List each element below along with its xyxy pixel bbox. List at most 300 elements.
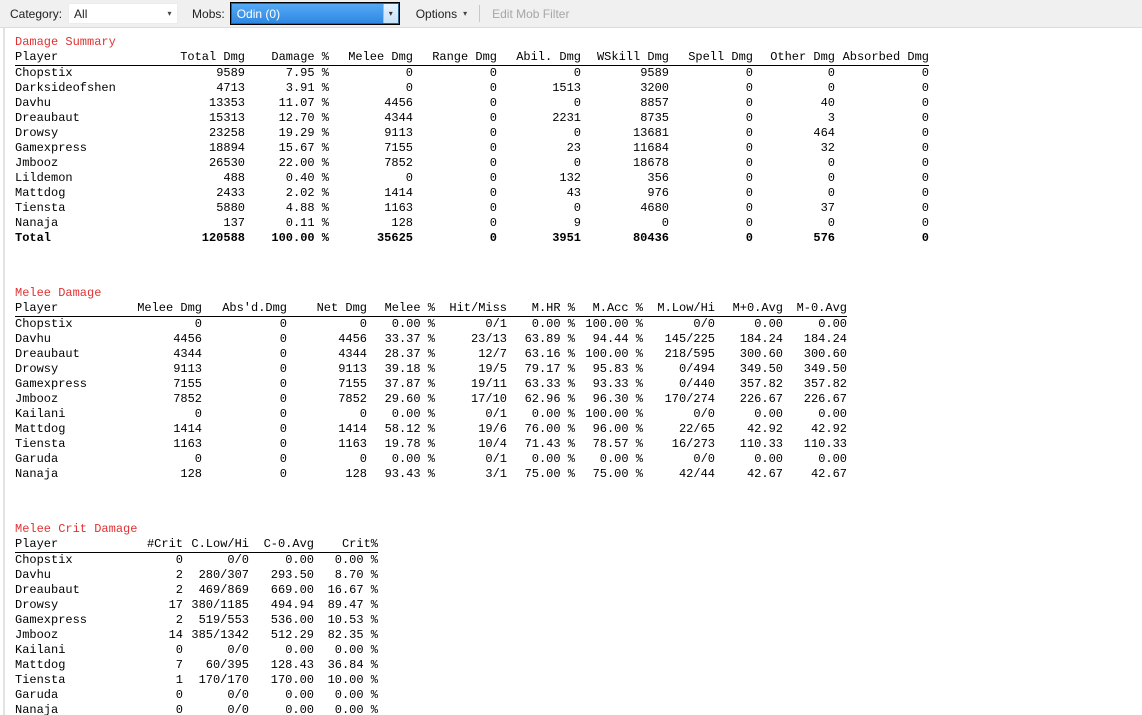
table-row — [15, 111, 929, 126]
value-cell: 0 — [489, 126, 497, 140]
player-name-cell: Davhu — [15, 332, 52, 346]
value-cell: 9113 — [384, 126, 413, 140]
value-cell: 2433 — [216, 186, 245, 200]
value-cell: 0.00 — [818, 407, 847, 421]
value-cell: 0 — [489, 186, 497, 200]
value-cell: 0 — [827, 216, 835, 230]
melee-crit-damage-section — [15, 522, 1142, 715]
column-header: Range Dmg — [413, 50, 497, 66]
value-cell: 0 — [489, 96, 497, 110]
table-row — [15, 613, 378, 628]
column-header: Player — [15, 50, 165, 66]
mobs-label: Mobs: — [192, 6, 225, 21]
value-cell: 15313 — [208, 111, 245, 125]
column-header: Player — [15, 537, 135, 553]
table-row — [15, 598, 378, 613]
section-title: Damage Summary — [15, 35, 116, 49]
chevron-down-icon: ▾ — [167, 9, 172, 18]
value-cell: 71.43 % — [524, 437, 575, 451]
value-cell: 0 — [573, 66, 581, 80]
value-cell: 494.94 — [270, 598, 314, 612]
value-cell: 0 — [175, 688, 183, 702]
table-row — [15, 347, 847, 362]
damage-summary-table — [15, 50, 929, 246]
column-header: Other Dmg — [753, 50, 835, 66]
column-header: M.Acc % — [575, 301, 643, 317]
value-cell: 0 — [489, 66, 497, 80]
player-name-cell: Drowsy — [15, 598, 59, 612]
value-cell: 110.33 — [739, 437, 783, 451]
value-cell: 2.02 % — [285, 186, 329, 200]
table-row — [15, 317, 847, 333]
table-header-row — [15, 301, 847, 317]
value-cell: 1414 — [384, 186, 413, 200]
value-cell: 7852 — [338, 392, 367, 406]
toolbar — [0, 0, 1142, 28]
value-cell: 0 — [489, 201, 497, 215]
value-cell: 293.50 — [270, 568, 314, 582]
value-cell: 128 — [391, 216, 413, 230]
value-cell: 2 — [175, 613, 183, 627]
player-name-cell: Davhu — [15, 96, 52, 110]
value-cell: 0 — [194, 452, 202, 466]
value-cell: 0.00 % — [391, 452, 435, 466]
value-cell: 0 — [745, 111, 753, 125]
value-cell: 19/6 — [478, 422, 507, 436]
value-cell: 7 — [175, 658, 183, 672]
value-cell: 19.78 % — [384, 437, 435, 451]
player-name-cell: Dreaubaut — [15, 347, 80, 361]
value-cell: 7155 — [384, 141, 413, 155]
value-cell: 0/0 — [227, 643, 249, 657]
value-cell: 0 — [745, 201, 753, 215]
chevron-down-icon: ▾ — [463, 9, 468, 18]
value-cell: 4344 — [384, 111, 413, 125]
table-row — [15, 141, 929, 156]
table-row — [15, 452, 847, 467]
chevron-down-icon[interactable]: ▾ — [383, 4, 398, 23]
value-cell: 0 — [921, 126, 929, 140]
table-header-row — [15, 50, 929, 66]
value-cell: 12.70 % — [278, 111, 329, 125]
value-cell: 0 — [489, 81, 497, 95]
value-cell: 488 — [223, 171, 245, 185]
value-cell: 13681 — [632, 126, 669, 140]
player-name-cell: Kailani — [15, 407, 66, 421]
category-dropdown-value: All — [74, 6, 88, 21]
value-cell: 42.67 — [810, 467, 847, 481]
value-cell: 10.53 % — [327, 613, 378, 627]
value-cell: 36.84 % — [327, 658, 378, 672]
value-cell: 23 — [566, 141, 581, 155]
value-cell: 0 — [489, 231, 497, 245]
value-cell: 0 — [279, 467, 287, 481]
value-cell: 0 — [745, 81, 753, 95]
player-name-cell: Drowsy — [15, 362, 59, 376]
options-menu-label: Options — [415, 6, 458, 21]
value-cell: 0 — [745, 186, 753, 200]
value-cell: 63.89 % — [524, 332, 575, 346]
value-cell: 94.44 % — [592, 332, 643, 346]
table-row — [15, 332, 847, 347]
value-cell: 349.50 — [803, 362, 847, 376]
player-name-cell: Tiensta — [15, 673, 66, 687]
player-name-cell: Tiensta — [15, 437, 66, 451]
value-cell: 23258 — [208, 126, 245, 140]
value-cell: 0.00 % — [599, 452, 643, 466]
value-cell: 145/225 — [664, 332, 715, 346]
value-cell: 9589 — [216, 66, 245, 80]
table-row — [15, 201, 929, 216]
column-header: C.Low/Hi — [183, 537, 249, 553]
value-cell: 32 — [820, 141, 835, 155]
value-cell: 42.92 — [746, 422, 783, 436]
value-cell: 16/273 — [671, 437, 715, 451]
value-cell: 0 — [175, 703, 183, 715]
value-cell: 0 — [827, 81, 835, 95]
value-cell: 512.29 — [270, 628, 314, 642]
player-name-cell: Gamexpress — [15, 141, 88, 155]
value-cell: 4680 — [640, 201, 669, 215]
player-name-cell: Garuda — [15, 688, 59, 702]
value-cell: 96.30 % — [592, 392, 643, 406]
value-cell: 0 — [573, 96, 581, 110]
column-header: Absorbed Dmg — [835, 50, 929, 66]
value-cell: 128.43 — [270, 658, 314, 672]
value-cell: 0 — [175, 643, 183, 657]
column-header: Total Dmg — [165, 50, 245, 66]
value-cell: 300.60 — [739, 347, 783, 361]
value-cell: 37.87 % — [384, 377, 435, 391]
value-cell: 110.33 — [803, 437, 847, 451]
player-name-cell: Darksideofshen — [15, 81, 116, 95]
value-cell: 1414 — [173, 422, 202, 436]
value-cell: 0 — [573, 156, 581, 170]
value-cell: 170.00 — [270, 673, 314, 687]
mobs-dropdown[interactable] — [231, 3, 399, 24]
value-cell: 0 — [827, 66, 835, 80]
player-name-cell: Gamexpress — [15, 613, 88, 627]
value-cell: 0.00 — [754, 452, 783, 466]
category-dropdown[interactable] — [68, 3, 178, 24]
player-name-cell: Jmbooz — [15, 392, 59, 406]
value-cell: 82.35 % — [327, 628, 378, 642]
value-cell: 0 — [405, 171, 413, 185]
value-cell: 60/395 — [205, 658, 249, 672]
value-cell: 0 — [489, 171, 497, 185]
value-cell: 0 — [279, 362, 287, 376]
value-cell: 0 — [279, 407, 287, 421]
value-cell: 9589 — [640, 66, 669, 80]
player-name-cell: Lildemon — [15, 171, 73, 185]
value-cell: 0.00 % — [531, 452, 575, 466]
column-header: C-0.Avg — [249, 537, 314, 553]
column-header: #Crit — [135, 537, 183, 553]
value-cell: 0 — [279, 452, 287, 466]
value-cell: 0/0 — [227, 688, 249, 702]
value-cell: 4456 — [338, 332, 367, 346]
value-cell: 0.00 — [285, 643, 314, 657]
value-cell: 4.88 % — [285, 201, 329, 215]
value-cell: 0.00 — [285, 553, 314, 567]
table-row — [15, 673, 378, 688]
value-cell: 8857 — [640, 96, 669, 110]
value-cell: 1163 — [384, 201, 413, 215]
table-row — [15, 628, 378, 643]
value-cell: 0 — [745, 231, 753, 245]
value-cell: 0.00 — [285, 703, 314, 715]
player-name-cell: Davhu — [15, 568, 52, 582]
value-cell: 0 — [279, 377, 287, 391]
value-cell: 22/65 — [678, 422, 715, 436]
value-cell: 0.11 % — [285, 216, 329, 230]
value-cell: 0/0 — [227, 553, 249, 567]
table-row — [15, 703, 378, 715]
value-cell: 3200 — [640, 81, 669, 95]
value-cell: 17 — [168, 598, 183, 612]
value-cell: 18678 — [632, 156, 669, 170]
column-header: WSkill Dmg — [581, 50, 669, 66]
value-cell: 93.43 % — [384, 467, 435, 481]
value-cell: 7852 — [173, 392, 202, 406]
value-cell: 300.60 — [803, 347, 847, 361]
value-cell: 89.47 % — [327, 598, 378, 612]
value-cell: 100.00 % — [585, 317, 643, 331]
value-cell: 42/44 — [678, 467, 715, 481]
player-name-cell: Total — [15, 231, 52, 245]
value-cell: 0 — [573, 126, 581, 140]
value-cell: 349.50 — [739, 362, 783, 376]
value-cell: 3.91 % — [285, 81, 329, 95]
value-cell: 62.96 % — [524, 392, 575, 406]
table-row — [15, 553, 378, 569]
player-name-cell: Dreaubaut — [15, 583, 80, 597]
value-cell: 42.67 — [746, 467, 783, 481]
melee-crit-damage-table — [15, 537, 378, 715]
value-cell: 4456 — [173, 332, 202, 346]
value-cell: 137 — [223, 216, 245, 230]
table-row — [15, 422, 847, 437]
value-cell: 7155 — [173, 377, 202, 391]
column-header: Player — [15, 301, 130, 317]
value-cell: 0.00 — [754, 407, 783, 421]
player-name-cell: Jmbooz — [15, 156, 59, 170]
table-row — [15, 81, 929, 96]
value-cell: 1163 — [338, 437, 367, 451]
table-row — [15, 126, 929, 141]
value-cell: 9113 — [338, 362, 367, 376]
value-cell: 0 — [745, 171, 753, 185]
value-cell: 0 — [745, 216, 753, 230]
value-cell: 13353 — [208, 96, 245, 110]
value-cell: 0 — [279, 317, 287, 331]
value-cell: 0.00 % — [334, 688, 378, 702]
value-cell: 0 — [279, 422, 287, 436]
value-cell: 17/10 — [470, 392, 507, 406]
value-cell: 0/0 — [693, 407, 715, 421]
value-cell: 976 — [647, 186, 669, 200]
value-cell: 0 — [405, 81, 413, 95]
value-cell: 0 — [921, 141, 929, 155]
value-cell: 3951 — [552, 231, 581, 245]
value-cell: 0/1 — [485, 407, 507, 421]
value-cell: 19/5 — [478, 362, 507, 376]
value-cell: 1163 — [173, 437, 202, 451]
value-cell: 0 — [745, 156, 753, 170]
value-cell: 100.00 % — [271, 231, 329, 245]
value-cell: 63.16 % — [524, 347, 575, 361]
value-cell: 2 — [175, 568, 183, 582]
player-name-cell: Dreaubaut — [15, 111, 80, 125]
value-cell: 10/4 — [478, 437, 507, 451]
value-cell: 0/440 — [678, 377, 715, 391]
value-cell: 58.12 % — [384, 422, 435, 436]
value-cell: 0 — [279, 392, 287, 406]
value-cell: 0/0 — [693, 317, 715, 331]
value-cell: 0/1 — [485, 317, 507, 331]
value-cell: 0 — [921, 231, 929, 245]
value-cell: 100.00 % — [585, 407, 643, 421]
column-header: M+0.Avg — [715, 301, 783, 317]
value-cell: 218/595 — [664, 347, 715, 361]
value-cell: 4344 — [338, 347, 367, 361]
value-cell: 16.67 % — [327, 583, 378, 597]
value-cell: 0.00 — [754, 317, 783, 331]
value-cell: 0 — [921, 111, 929, 125]
table-row — [15, 216, 929, 231]
table-row — [15, 392, 847, 407]
value-cell: 0 — [921, 156, 929, 170]
value-cell: 0 — [921, 201, 929, 215]
column-header: Damage % — [245, 50, 329, 66]
value-cell: 128 — [345, 467, 367, 481]
value-cell: 356 — [647, 171, 669, 185]
value-cell: 0/494 — [678, 362, 715, 376]
column-header: Melee Dmg — [130, 301, 202, 317]
value-cell: 96.00 % — [592, 422, 643, 436]
player-name-cell: Chopstix — [15, 553, 73, 567]
value-cell: 0.40 % — [285, 171, 329, 185]
value-cell: 170/170 — [198, 673, 249, 687]
value-cell: 0.00 % — [334, 553, 378, 567]
value-cell: 28.37 % — [384, 347, 435, 361]
player-name-cell: Jmbooz — [15, 628, 59, 642]
value-cell: 33.37 % — [384, 332, 435, 346]
value-cell: 469/869 — [198, 583, 249, 597]
player-name-cell: Drowsy — [15, 126, 59, 140]
player-name-cell: Tiensta — [15, 201, 66, 215]
column-header: M.Low/Hi — [643, 301, 715, 317]
column-header: M-0.Avg — [783, 301, 847, 317]
table-row — [15, 156, 929, 171]
value-cell: 35625 — [376, 231, 413, 245]
value-cell: 7155 — [338, 377, 367, 391]
value-cell: 184.24 — [739, 332, 783, 346]
value-cell: 576 — [813, 231, 835, 245]
value-cell: 75.00 % — [592, 467, 643, 481]
value-cell: 0 — [359, 407, 367, 421]
value-cell: 0 — [489, 156, 497, 170]
player-name-cell: Nanaja — [15, 703, 59, 715]
value-cell: 0 — [359, 452, 367, 466]
column-header: Abil. Dmg — [497, 50, 581, 66]
value-cell: 0.00 % — [391, 317, 435, 331]
value-cell: 23/13 — [470, 332, 507, 346]
value-cell: 0 — [921, 66, 929, 80]
value-cell: 0 — [279, 437, 287, 451]
value-cell: 184.24 — [803, 332, 847, 346]
value-cell: 18894 — [208, 141, 245, 155]
value-cell: 95.83 % — [592, 362, 643, 376]
value-cell: 10.00 % — [327, 673, 378, 687]
value-cell: 0 — [279, 347, 287, 361]
value-cell: 0 — [745, 141, 753, 155]
table-row — [15, 377, 847, 392]
player-name-cell: Nanaja — [15, 467, 59, 481]
value-cell: 0 — [921, 216, 929, 230]
value-cell: 0 — [489, 141, 497, 155]
value-cell: 39.18 % — [384, 362, 435, 376]
value-cell: 3/1 — [485, 467, 507, 481]
value-cell: 0 — [175, 553, 183, 567]
damage-summary-section — [15, 35, 1142, 246]
value-cell: 93.33 % — [592, 377, 643, 391]
value-cell: 3 — [827, 111, 835, 125]
value-cell: 0.00 — [818, 452, 847, 466]
value-cell: 0 — [573, 201, 581, 215]
melee-damage-table — [15, 301, 847, 482]
value-cell: 0/1 — [485, 452, 507, 466]
value-cell: 0 — [921, 81, 929, 95]
value-cell: 8.70 % — [334, 568, 378, 582]
player-name-cell: Nanaja — [15, 216, 59, 230]
value-cell: 2231 — [552, 111, 581, 125]
value-cell: 0.00 % — [334, 643, 378, 657]
value-cell: 9113 — [173, 362, 202, 376]
table-header-row — [15, 537, 378, 553]
value-cell: 0 — [745, 96, 753, 110]
value-cell: 464 — [813, 126, 835, 140]
table-row — [15, 643, 378, 658]
player-name-cell: Mattdog — [15, 658, 66, 672]
value-cell: 0 — [194, 317, 202, 331]
value-cell: 11684 — [632, 141, 669, 155]
options-menu-button[interactable] — [409, 4, 474, 24]
value-cell: 357.82 — [739, 377, 783, 391]
value-cell: 0.00 % — [334, 703, 378, 715]
value-cell: 5880 — [216, 201, 245, 215]
value-cell: 4713 — [216, 81, 245, 95]
value-cell: 0 — [827, 171, 835, 185]
value-cell: 0/0 — [693, 452, 715, 466]
column-header: Crit% — [314, 537, 378, 553]
section-title: Melee Damage — [15, 286, 102, 300]
value-cell: 0 — [405, 66, 413, 80]
value-cell: 2 — [175, 583, 183, 597]
value-cell: 1513 — [552, 81, 581, 95]
table-row — [15, 658, 378, 673]
value-cell: 0 — [194, 407, 202, 421]
value-cell: 12/7 — [478, 347, 507, 361]
value-cell: 19.29 % — [278, 126, 329, 140]
value-cell: 0 — [489, 111, 497, 125]
value-cell: 519/553 — [198, 613, 249, 627]
value-cell: 0 — [279, 332, 287, 346]
parse-output-panel — [0, 28, 1142, 715]
column-header: Abs'd.Dmg — [202, 301, 287, 317]
value-cell: 43 — [566, 186, 581, 200]
category-label: Category: — [10, 6, 63, 21]
